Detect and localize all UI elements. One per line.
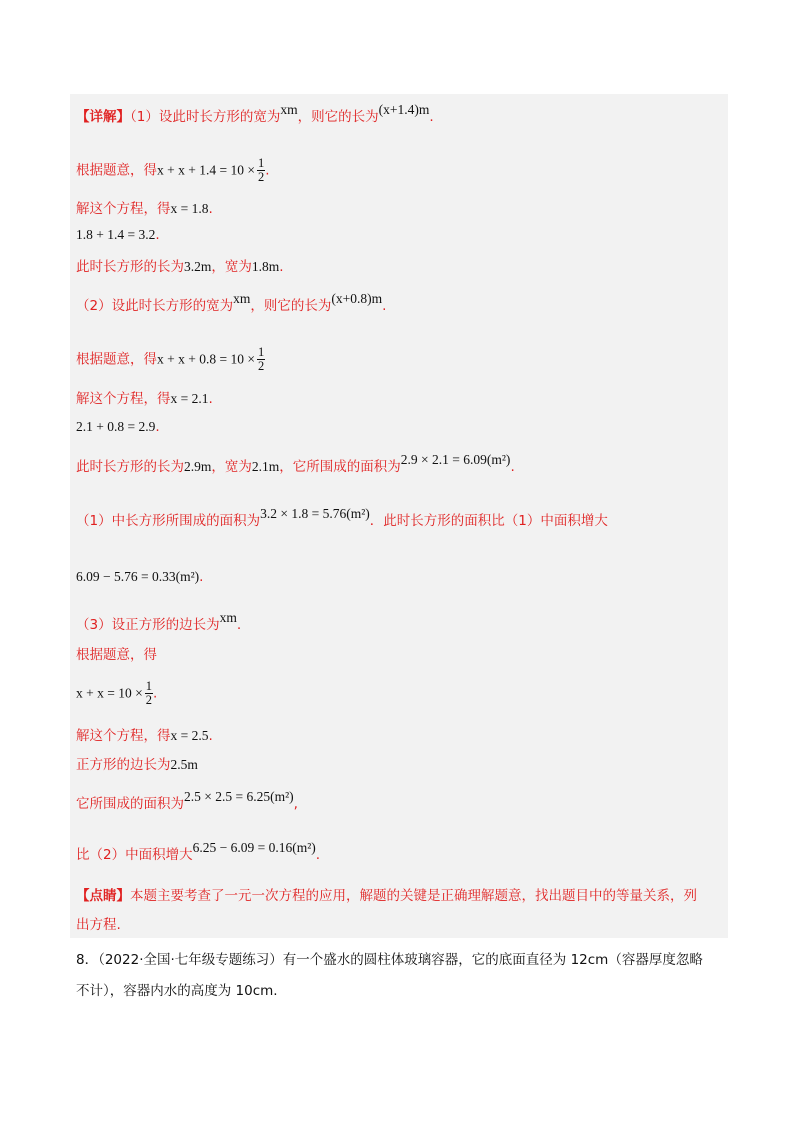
cmp1-line: （1）中长方形所围成的面积为3.2 × 1.8 = 5.76(m²)．此时长方形的面积比（1）中面积增大 <box>76 506 608 529</box>
fraction: $\frac{1}{2}$ <box>257 156 265 184</box>
p2-calc-line: 2.1 + 0.8 = 2.9. <box>76 419 160 435</box>
math-equation: x + x + 1.4 = 10 × <box>157 162 255 178</box>
p2-equation-line: 根据题意，得x + x + 0.8 = 10 × $\frac{1}{2}$ <box>76 345 265 373</box>
p2-intro-line: （2）设此时长方形的宽为xm，则它的长为(x+0.8)m. <box>76 291 387 314</box>
math-width-var: xm <box>280 102 298 117</box>
p3-equation-line: x + x = 10 × $\frac{1}{2}$ . <box>76 679 158 707</box>
p1-calc-line: 1.8 + 1.4 = 3.2. <box>76 227 160 243</box>
p1-solve-line: 解这个方程，得x = 1.8. <box>76 201 213 217</box>
cmp1-diff-line: 6.09 − 5.76 = 0.33(m²). <box>76 569 204 585</box>
fraction: $\frac{1}{2}$ <box>257 345 265 373</box>
comment-tag: 【点睛】 <box>76 888 130 904</box>
question8-line-1: 8．（2022·全国·七年级专题练习）有一个盛水的圆柱体玻璃容器，它的底面直径为 12cm（容器厚度忽略 <box>76 952 703 968</box>
p3-area-line: 它所围成的面积为2.5 × 2.5 = 6.25(m²), <box>76 789 298 812</box>
p1-result-line: 此时长方形的长为3.2m，宽为1.8m. <box>76 259 284 275</box>
p2-solve-line: 解这个方程，得x = 2.1. <box>76 391 213 407</box>
question8-line-2: 不计），容器内水的高度为 10cm. <box>76 983 278 999</box>
p3-cmp-line: 比（2）中面积增大6.25 − 6.09 = 0.16(m²). <box>76 840 321 863</box>
p3-solve-line: 解这个方程，得x = 2.5. <box>76 728 213 744</box>
p1-intro-line: 【详解】（1）设此时长方形的宽为xm，则它的长为(x+1.4)m. <box>76 102 434 125</box>
p1-equation-line: 根据题意，得x + x + 1.4 = 10 × $\frac{1}{2}$ . <box>76 156 270 184</box>
comment-line-2: 出方程. <box>76 917 121 933</box>
p3-intro-line: （3）设正方形的边长为xm. <box>76 610 242 633</box>
p3-basis-line: 根据题意，得 <box>76 647 157 663</box>
p3-side-line: 正方形的边长为2.5m <box>76 757 198 773</box>
comment-line-1: 【点睛】本题主要考查了一元一次方程的应用，解题的关键是正确理解题意，找出题目中的等量关系，列 <box>76 888 697 904</box>
p2-result-line: 此时长方形的长为2.9m，宽为2.1m，它所围成的面积为2.9 × 2.1 = 6.09(m²). <box>76 452 515 475</box>
math-length-expr: (x+1.4)m <box>378 102 430 117</box>
detail-tag: 【详解】 <box>76 109 130 125</box>
fraction: $\frac{1}{2}$ <box>145 679 152 707</box>
